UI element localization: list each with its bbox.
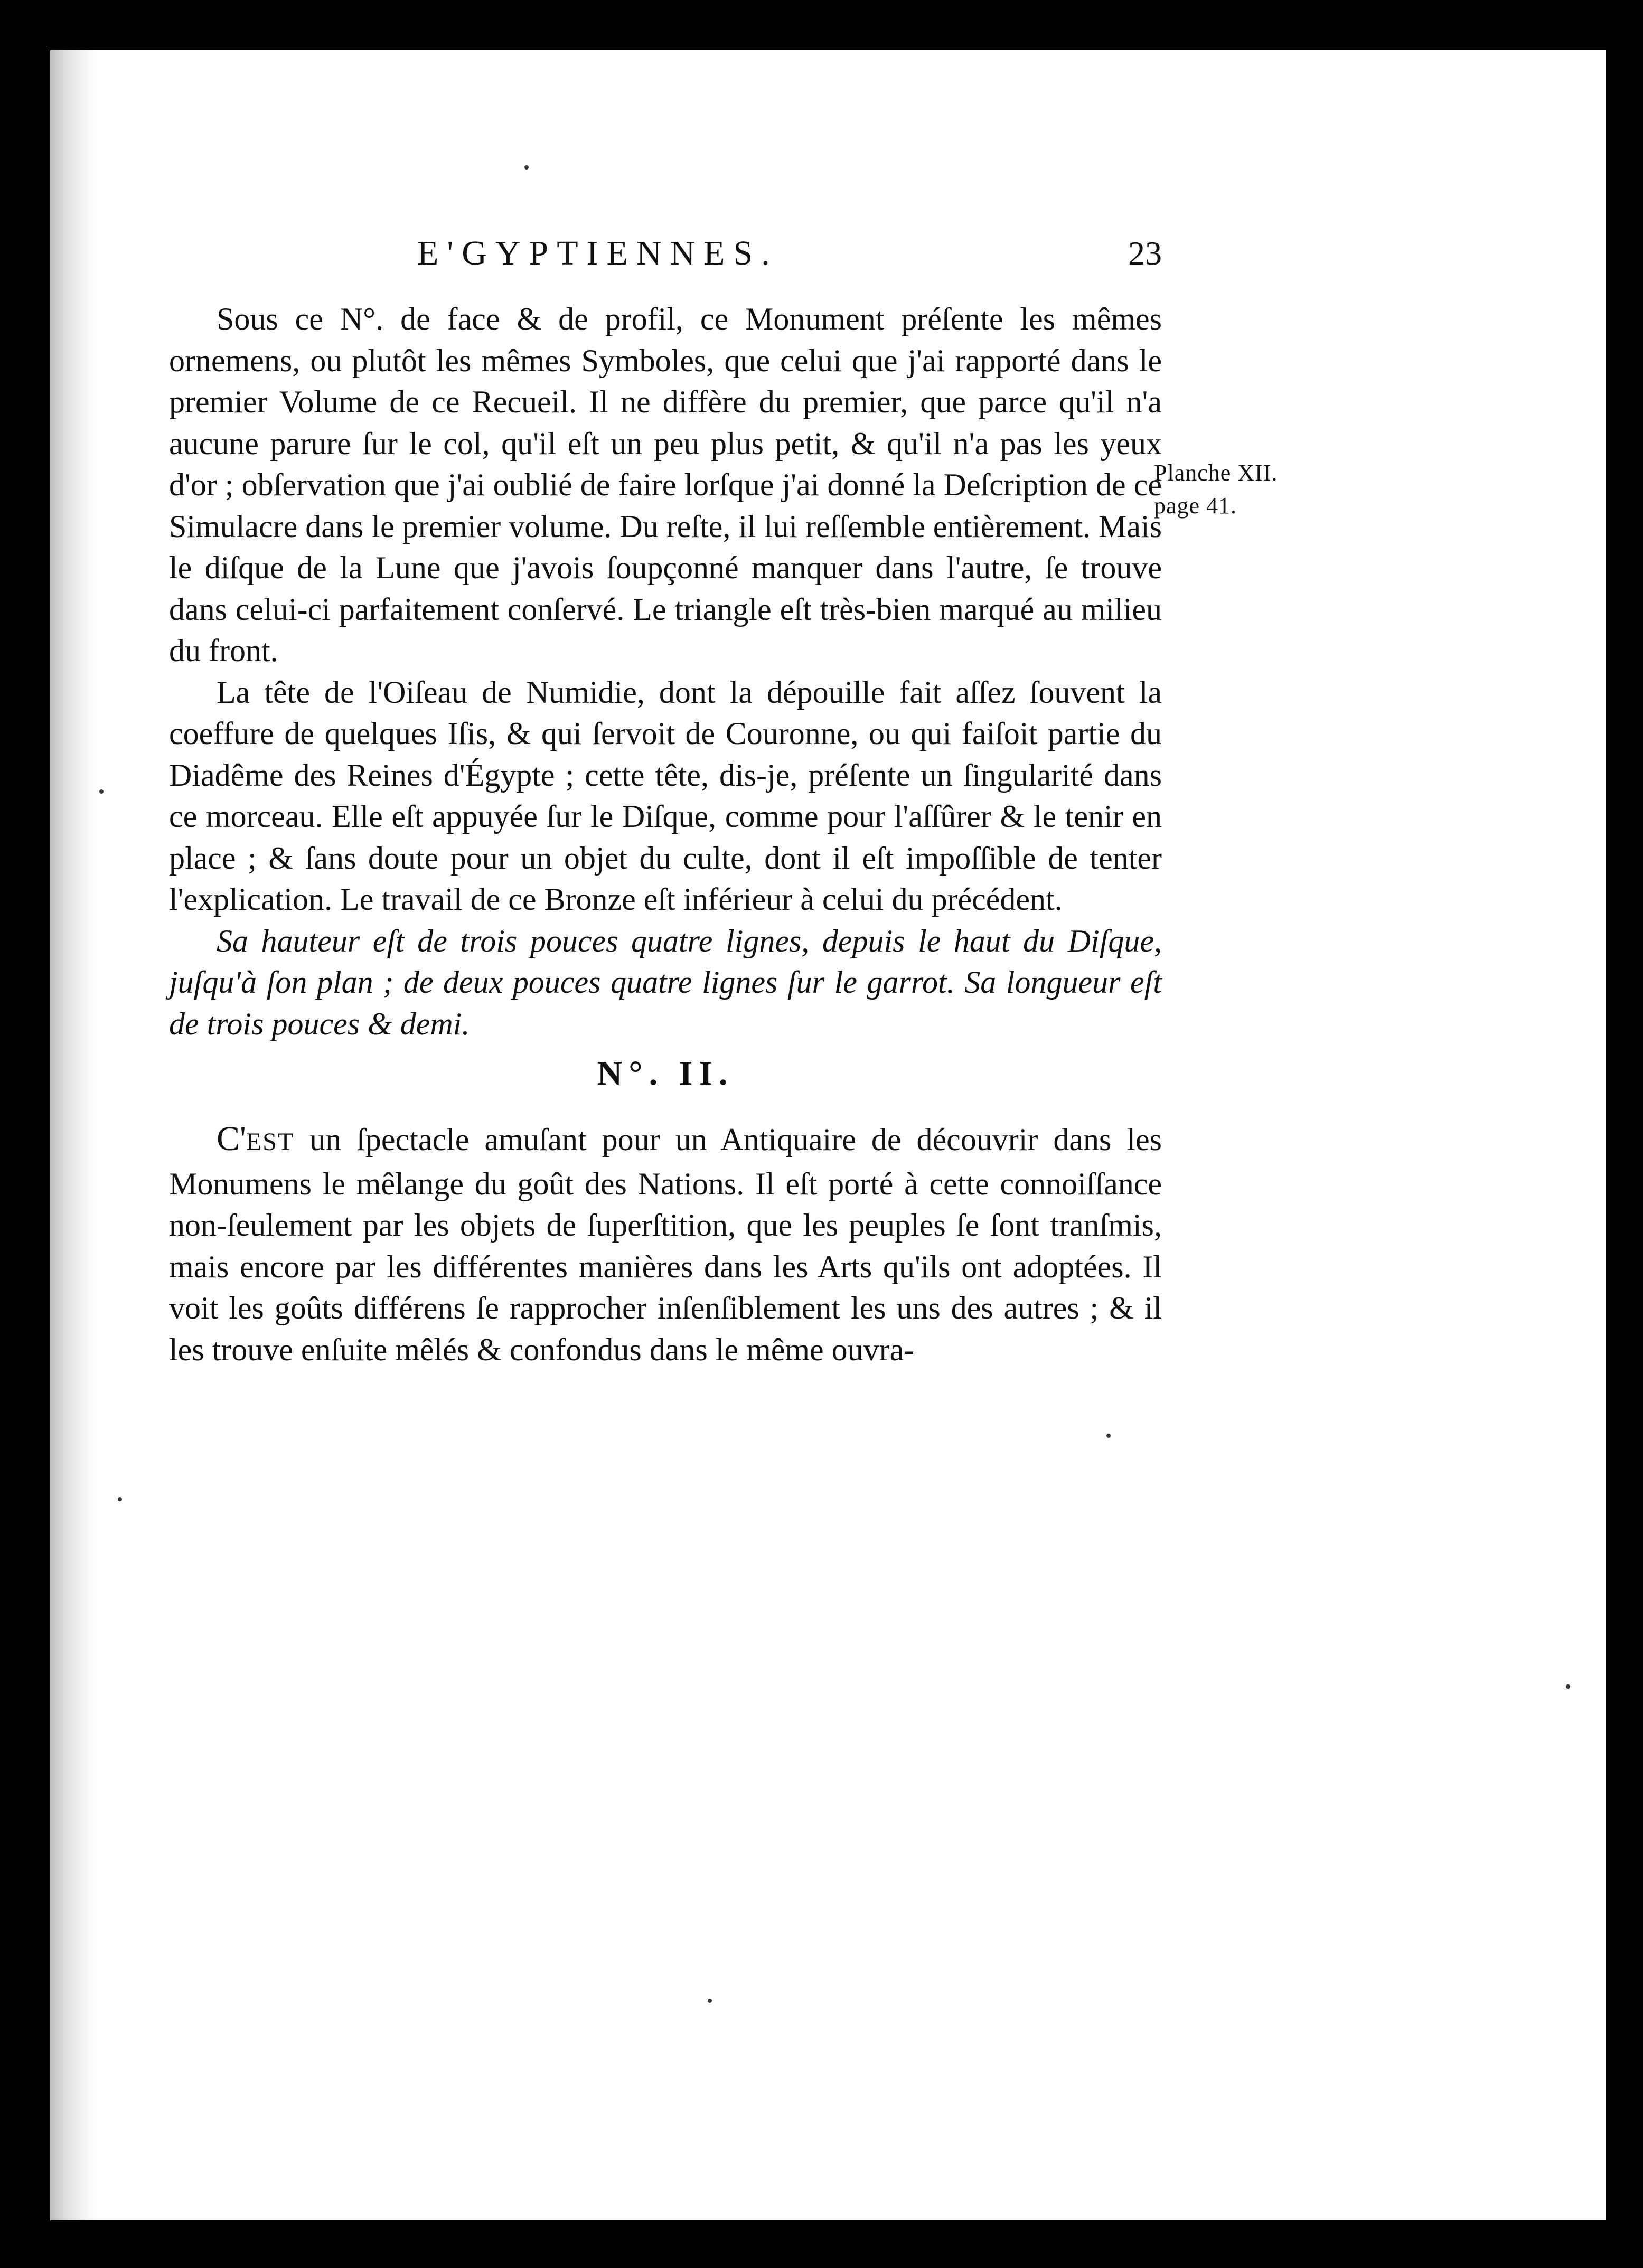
ink-speck: [524, 165, 529, 170]
ink-speck: [708, 1999, 712, 2003]
ink-speck: [1566, 1684, 1570, 1689]
margin-note-plate: Planche XII.: [1154, 460, 1278, 486]
running-title: E'GYPTIENNES.: [417, 234, 778, 272]
dimensions-paragraph: Sa hauteur eſt de trois pouces quatre lignes, depuis le haut du Diſque, juſqu'à ſon plan ; de deux pouces quatre lignes ſur le garrot. Sa longueur eſt de trois pouces & demi.: [169, 923, 1162, 1041]
section-heading: N°. II.: [597, 1054, 734, 1093]
ink-speck: [1106, 1434, 1111, 1438]
paragraph-4-text: un ſpectacle amuſant pour un Antiquaire de découvrir dans les Monumens le mêlange du goût des Nations. Il eſt porté à cette connoiſſance non-ſeulement par les objets de ſuperſtition, que les peuples ſe ſont tranſmis, mais encore par les différentes manières dans les Arts qu'ils ont adoptées. Il voit les goûts différens ſe rapprocher inſenſiblement les uns des autres ; & il les trouve enſuite mêlés & confondus dans le même ouvra-: [169, 1122, 1162, 1367]
page-edge-shadow: [50, 50, 98, 2220]
margin-note-page: page 41.: [1154, 493, 1237, 519]
ink-speck: [118, 1497, 122, 1501]
ink-speck: [99, 789, 104, 794]
paragraph-4: [169, 1118, 1162, 1370]
margin-note: [1154, 457, 1355, 522]
book-page: [50, 50, 1606, 2220]
page-number: 23: [1128, 234, 1162, 272]
page-body: [169, 298, 1162, 1370]
running-head: [169, 230, 1162, 277]
paragraph-2: La tête de l'Oiſeau de Numidie, dont la dépouille fait aſſez ſouvent la coeffure de quelques Iſis, & qui ſervoit de Couronne, ou qui faiſoit partie du Diadême des Reines d'Égypte ; cette tête, dis-je, préſente un ſingularité dans ce morceau. Elle eſt appuyée ſur le Diſque, comme pour l'aſſûrer & le tenir en place ; & ſans doute pour un objet du culte, dont il eſt impoſſible de tenter l'explication. Le travail de ce Bronze eſt inférieur à celui du précédent.: [169, 674, 1162, 917]
initial-small-caps: EST: [246, 1128, 295, 1156]
paragraph-1: Sous ce N°. de face & de profil, ce Monument préſente les mêmes ornemens, ou plutôt les mêmes Symboles, que celui que j'ai rapporté dans le premier Volume de ce Recueil. Il ne diffère du premier, que parce qu'il n'a aucune parure ſur le col, qu'il eſt un peu plus petit, & qu'il n'a pas les yeux d'or ; obſervation que j'ai oublié de faire lorſque j'ai donné la Deſcription de ce Simulacre dans le premier volume. Du reſte, il lui reſſemble entièrement. Mais le diſque de la Lune que j'avois ſoupçonné manquer dans l'autre, ſe trouve dans celui-ci parfaitement conſervé. Le triangle eſt très-bien marqué au milieu du front.: [169, 302, 1162, 668]
initial-word: C': [217, 1119, 246, 1158]
